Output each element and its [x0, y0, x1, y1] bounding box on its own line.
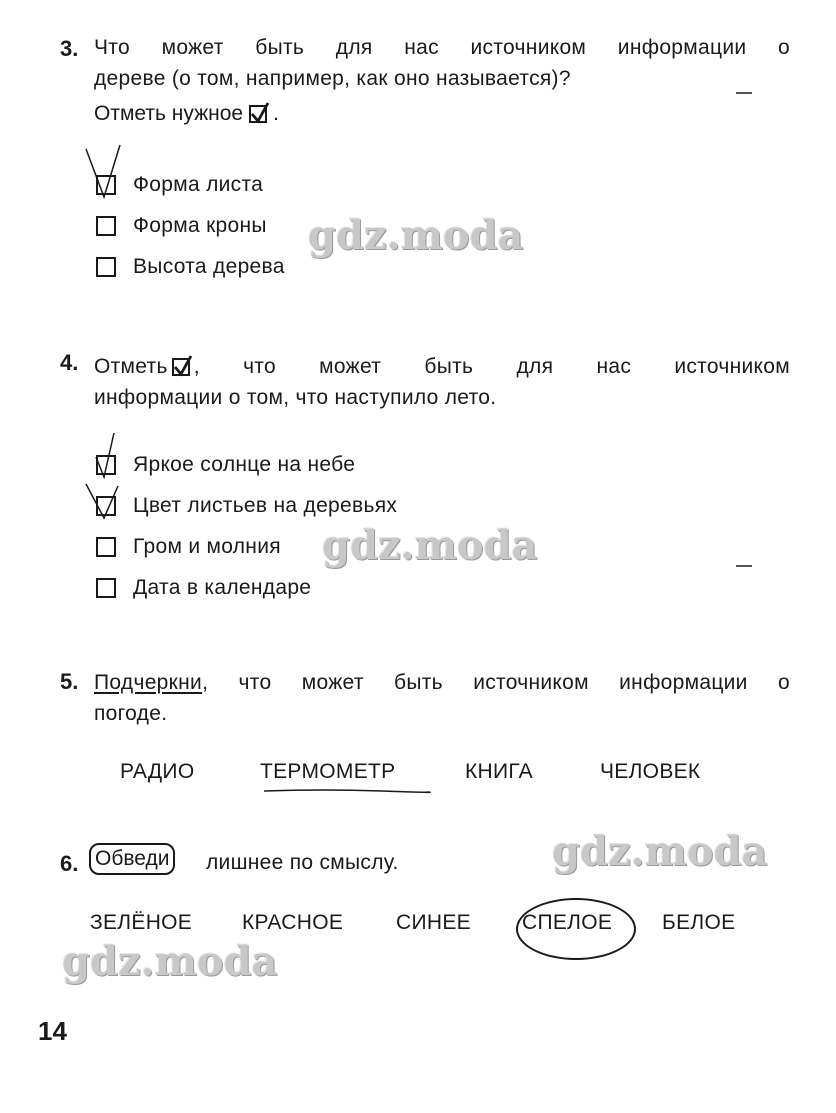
hand-check-mark-icon [84, 464, 134, 524]
hand-check-mark-icon [84, 143, 134, 203]
word-option[interactable]: ЗЕЛЁНОЕ [90, 911, 193, 934]
watermark: gdz.moda [308, 212, 524, 259]
task-4-option-3[interactable] [96, 535, 281, 559]
word-option[interactable]: СИНЕЕ [396, 911, 471, 934]
option-label: Форма кроны [133, 214, 267, 237]
task-3-instruction [94, 102, 279, 126]
watermark: gdz.moda [322, 522, 538, 569]
watermark: gdz.moda [552, 828, 768, 875]
boxed-instruction-word: Обведи [89, 843, 175, 875]
word-option[interactable]: КНИГА [465, 760, 533, 783]
option-label: Форма листа [133, 173, 264, 196]
checkbox[interactable] [96, 496, 116, 516]
option-label: Цвет листьев на деревьях [133, 494, 398, 517]
task-4-option-2[interactable] [96, 494, 397, 518]
checkbox[interactable] [96, 175, 116, 195]
task-5-number: 5. [60, 669, 79, 694]
task-4-number: 4. [60, 350, 79, 375]
task-3-instruction-text: Отметь нужное [94, 102, 244, 125]
task-4-option-4[interactable] [96, 576, 311, 600]
word-option[interactable]: ЧЕЛОВЕК [600, 760, 701, 783]
task-5-question [94, 667, 790, 729]
task-3-option-1[interactable] [96, 173, 263, 197]
checkbox[interactable] [96, 537, 116, 557]
task-4-line-1 [94, 351, 790, 382]
task-3-question [94, 32, 790, 94]
hand-circle-mark [516, 898, 636, 960]
scan-artifact [736, 92, 752, 94]
hand-underline-mark [262, 786, 432, 796]
scan-artifact [736, 565, 752, 567]
watermark: gdz.moda [62, 938, 278, 985]
option-label: Высота дерева [133, 255, 285, 278]
word-option-underlined[interactable]: ТЕРМОМЕТР [260, 760, 396, 783]
option-label: Яркое солнце на небе [133, 453, 356, 476]
word-option[interactable]: РАДИО [120, 760, 195, 783]
task-5-line-1-rest: , что может быть источником информации о [202, 671, 790, 694]
page-number: 14 [38, 1016, 67, 1046]
task-3-instruction-period: . [273, 102, 279, 125]
task-3-option-3[interactable] [96, 255, 285, 279]
task-4-line-1-start: Отметь [94, 355, 168, 378]
word-option[interactable]: КРАСНОЕ [242, 911, 344, 934]
task-4-line-2: информации о том, что наступило лето. [94, 386, 497, 409]
underlined-instruction-word: Подчеркни [94, 671, 203, 694]
task-4-option-1[interactable] [96, 453, 355, 477]
checkbox[interactable] [96, 578, 116, 598]
word-option[interactable]: БЕЛОЕ [662, 911, 736, 934]
task-3-option-2[interactable] [96, 214, 267, 238]
task-3-line-2: дереве (о том, например, как оно называется)? [94, 67, 571, 90]
task-6-number: 6. [60, 851, 79, 876]
checkbox[interactable] [96, 216, 116, 236]
task-4-question [94, 351, 790, 413]
task-3-line-1: Что может быть для нас источником информации о [94, 36, 790, 59]
checkbox[interactable] [96, 257, 116, 277]
option-label: Гром и молния [133, 535, 281, 558]
checkbox-checked-icon [249, 105, 267, 123]
word-option-circled[interactable]: СПЕЛОЕ [522, 911, 613, 934]
task-4-line-1-end: , что может быть для нас источником [193, 355, 790, 378]
task-5-line-1 [94, 667, 790, 698]
task-6-question: лишнее по смыслу. [206, 851, 399, 874]
task-3-number: 3. [60, 36, 79, 61]
task-5-line-2: погоде. [94, 702, 168, 725]
checkbox-checked-icon [172, 358, 190, 376]
option-label: Дата в календаре [133, 576, 312, 599]
